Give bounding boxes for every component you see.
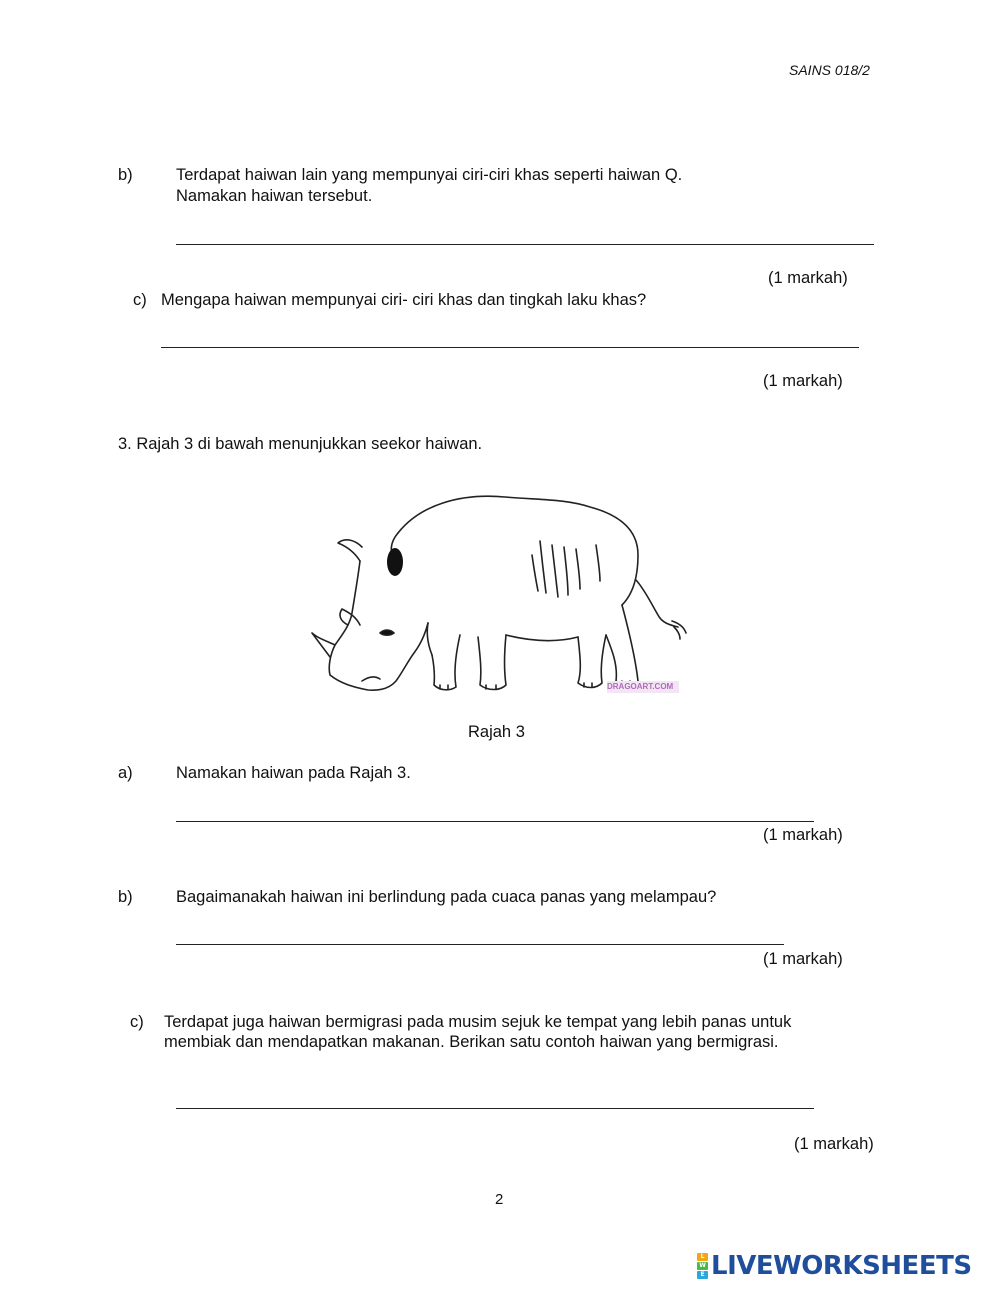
q2b-marks: (1 markah): [768, 269, 848, 287]
rhino-tail-tuft: [672, 621, 686, 639]
q2b-question-line2: Namakan haiwan tersebut.: [176, 187, 373, 205]
q3b-marks: (1 markah): [763, 950, 843, 968]
q3c-question-line2: membiak dan mendapatkan makanan. Berikan satu contoh haiwan yang bermigrasi.: [164, 1033, 779, 1051]
q3b-answer-line[interactable]: [176, 944, 784, 945]
page-number: 2: [495, 1191, 504, 1208]
q2b-answer-line[interactable]: [176, 244, 874, 245]
q3c-question-line1: Terdapat juga haiwan bermigrasi pada musim sejuk ke tempat yang lebih panas untuk: [164, 1013, 792, 1031]
rhino-wrinkles: [532, 541, 600, 597]
q3a-question: Namakan haiwan pada Rajah 3.: [176, 764, 411, 782]
q3c-label: c): [130, 1013, 144, 1031]
q3a-marks: (1 markah): [763, 826, 843, 844]
rhino-tail: [636, 580, 678, 627]
rhino-belly: [506, 635, 578, 641]
rhino-ear-dark: [387, 548, 403, 576]
q2c-label: c): [133, 291, 147, 309]
rhino-mouth: [362, 677, 380, 681]
q3-intro: 3. Rajah 3 di bawah menunjukkan seekor haiwan.: [118, 435, 483, 453]
rhino-hind-leg-2: [606, 605, 638, 686]
q3c-answer-line[interactable]: [176, 1108, 814, 1109]
rhino-front-leg-2: [478, 635, 506, 690]
document-code: SAINS 018/2: [789, 62, 870, 78]
q2b-label: b): [118, 166, 133, 184]
rhinoceros-drawing-icon: [300, 485, 690, 705]
q3c-marks: (1 markah): [794, 1135, 874, 1153]
rhino-back-outline: [398, 496, 638, 605]
logo-blocks-icon: L W E: [697, 1253, 708, 1279]
rhino-horn-small: [340, 609, 360, 625]
q2c-question: Mengapa haiwan mempunyai ciri- ciri khas dan tingkah laku khas?: [161, 291, 647, 309]
q3b-question: Bagaimanakah haiwan ini berlindung pada cuaca panas yang melampau?: [176, 888, 717, 906]
rhino-chest: [427, 623, 432, 655]
brand-name: LIVEWORKSHEETS: [711, 1251, 972, 1281]
q3a-answer-line[interactable]: [176, 821, 814, 822]
rhino-hind-leg-1: [578, 635, 606, 688]
q2c-answer-line[interactable]: [161, 347, 859, 348]
q2c-marks: (1 markah): [763, 372, 843, 390]
figure-watermark: DRAGOART.COM: [607, 682, 674, 691]
rhino-eye: [380, 630, 394, 635]
figure-caption: Rajah 3: [468, 723, 525, 741]
rhino-head-outline: [329, 561, 428, 690]
rhino-front-leg-1: [432, 635, 460, 690]
q3b-label: b): [118, 888, 133, 906]
liveworksheets-logo: [697, 1251, 972, 1281]
q3a-label: a): [118, 764, 133, 782]
rhino-ear-outline: [338, 540, 362, 561]
q2b-question-line1: Terdapat haiwan lain yang mempunyai ciri-ciri khas seperti haiwan Q.: [176, 166, 683, 184]
